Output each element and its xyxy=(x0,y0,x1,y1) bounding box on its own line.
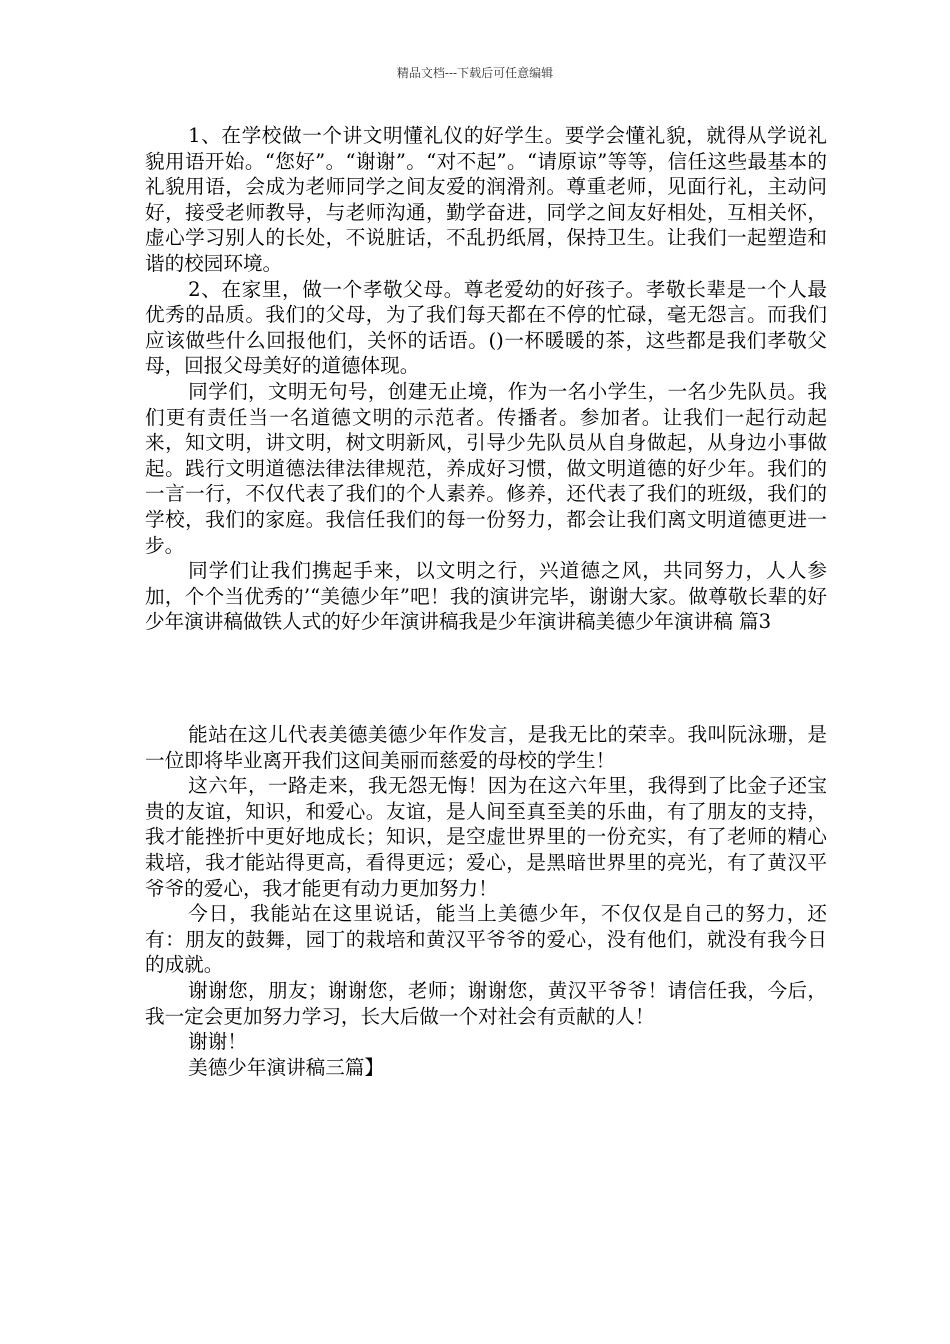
paragraph: 美德少年演讲稿三篇】 xyxy=(188,1055,385,1079)
paragraph: 同学们，文明无句号，创建无止境，作为一名小学生，一名少先队员。我们更有责任当一名道德文明的示范者。传播者。参加者。让我们一起行动起来，知文明，讲文明，树文明新风，引导少先队员从自身做起，从身边小事做起。践行文明道德法律法律规范，养成好习惯，做文明道德的好少年。我们的一言一行，不仅代表了我们的个人素养。修养，还代表了我们的班级，我们的学校，我们的家庭。我信任我们的每一份努力，都会让我们离文明道德更进一步。 xyxy=(145,379,827,557)
paragraph: 能站在这儿代表美德美德少年作发言，是我无比的荣幸。我叫阮泳珊，是一位即将毕业离开我们这间美丽而慈爱的母校的学生！ xyxy=(145,723,827,772)
paragraph: 同学们让我们携起手来，以文明之行，兴道德之风，共同努力，人人参加，个个当优秀的’“美德少年”吧！我的演讲完毕，谢谢大家。做尊敬长辈的好少年演讲稿做铁人式的好少年演讲稿我是少年演讲稿美德少年演讲稿 篇3 xyxy=(145,559,827,634)
section-one xyxy=(145,123,827,635)
paragraph: 今日，我能站在这里说话，能当上美德少年，不仅仅是自己的努力，还有：朋友的鼓舞，园丁的栽培和黄汉平爷爷的爱心，没有他们，就没有我今日的成就。 xyxy=(145,902,827,977)
paragraph: 谢谢！ xyxy=(188,1030,247,1054)
paragraph: 2、在家里，做一个孝敬父母。尊老爱幼的好孩子。孝敬长辈是一个人最优秀的品质。我们的父母，为了我们每天都在不停的忙碌，毫无怨言。而我们应该做些什么回报他们，关怀的话语。()一杯暖暖的茶，这些都是我们孝敬父母，回报父母美好的道德体现。 xyxy=(145,277,827,378)
paragraph: 1、在学校做一个讲文明懂礼仪的好学生。要学会懂礼貌，就得从学说礼貌用语开始。“您好”。“谢谢”。“对不起”。“请原谅”等等，信任这些最基本的礼貌用语，会成为老师同学之间友爱的润滑剂。尊重老师，见面行礼，主动问好，接受老师教导，与老师沟通，勤学奋进，同学之间友好相处，互相关怀，虚心学习别人的长处，不说脏话，不乱扔纸屑，保持卫生。让我们一起塑造和谐的校园环境。 xyxy=(145,124,827,275)
section-two xyxy=(145,722,827,1080)
header-note: 精品文档---下载后可任意编辑 xyxy=(396,66,554,80)
paragraph: 谢谢您，朋友；谢谢您，老师；谢谢您，黄汉平爷爷！请信任我，今后，我一定会更加努力学习，长大后做一个对社会有贡献的人！ xyxy=(145,978,827,1028)
paragraph: 这六年，一路走来，我无怨无悔！因为在这六年里，我得到了比金子还宝贵的友谊，知识，和爱心。友谊，是人间至真至美的乐曲，有了朋友的支持，我才能挫折中更好地成长；知识，是空虚世界里的一份充实，有了老师的精心栽培，我才能站得更高，看得更远；爱心，是黑暗世界里的亮光，有了黄汉平爷爷的爱心，我才能更有动力更加努力！ xyxy=(145,774,827,900)
